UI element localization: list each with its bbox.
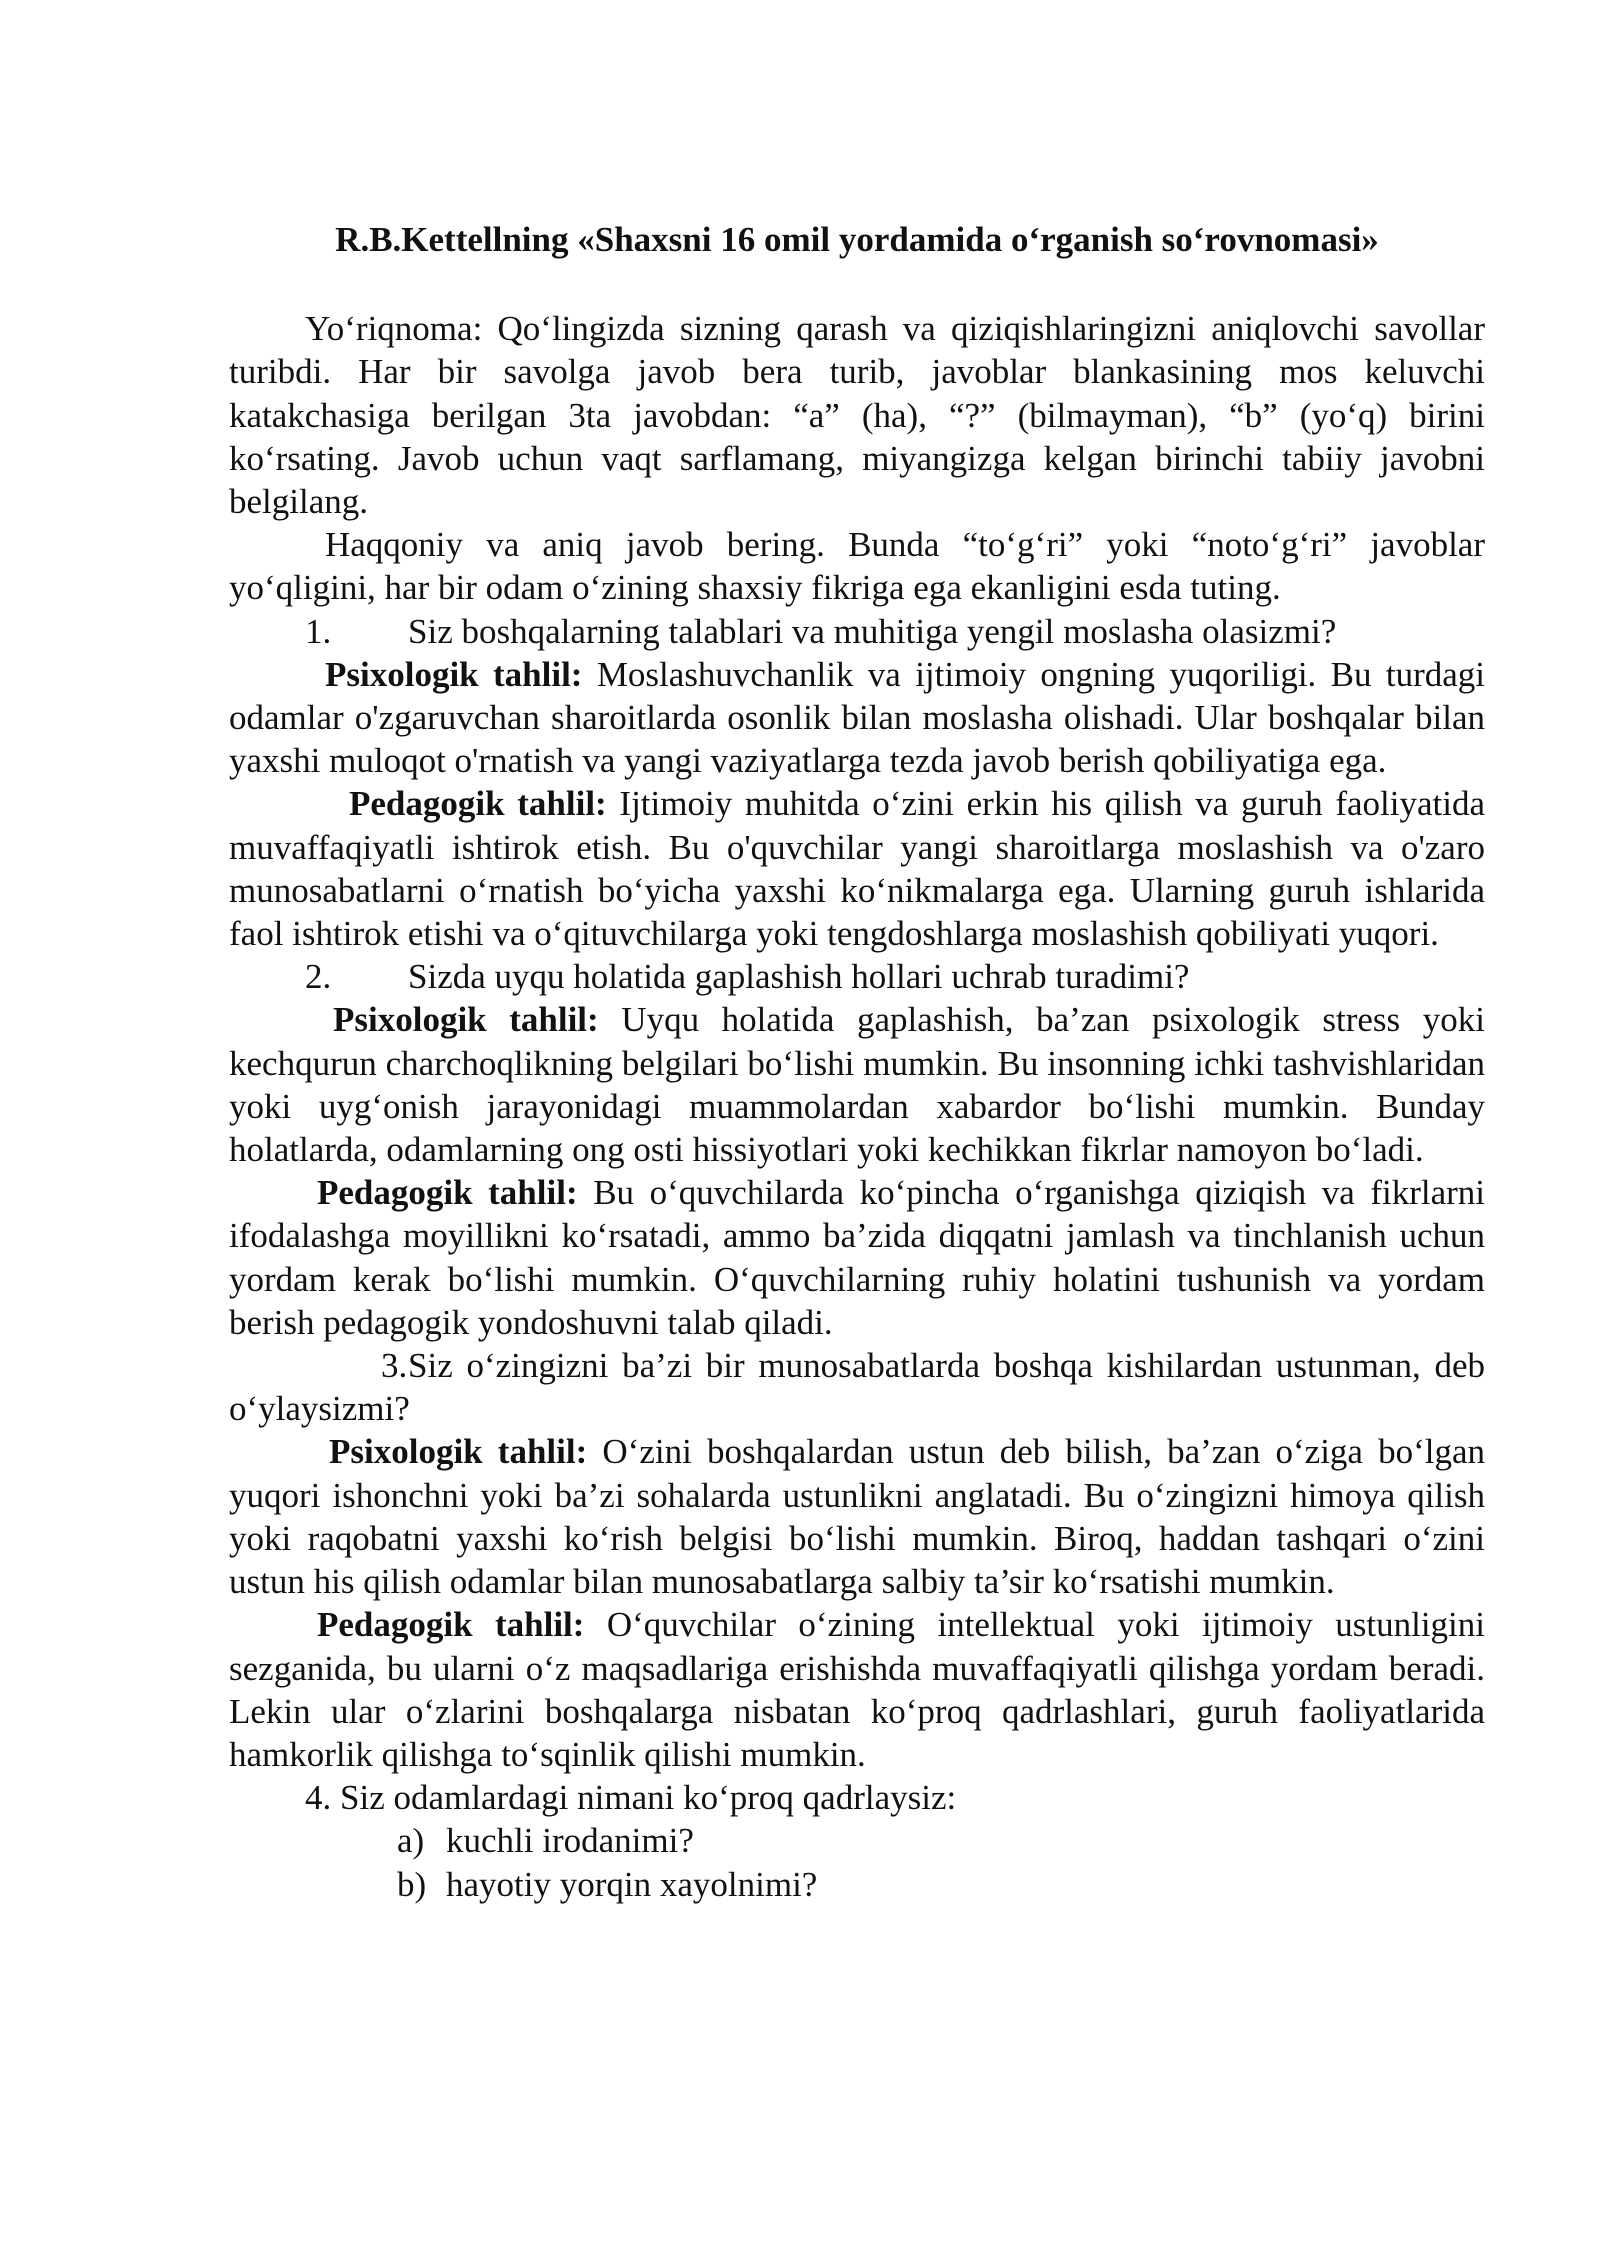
- question-text: Sizda uyqu holatida gaplashish hollari uchrab turadimi?: [408, 957, 1190, 997]
- question-number: 1.: [305, 611, 332, 651]
- psychological-label: Psixologik tahlil:: [325, 654, 583, 694]
- pedagogical-analysis: [229, 1603, 1485, 1776]
- psychological-label: Psixologik tahlil:: [329, 1432, 588, 1472]
- option-text: hayotiy yorqin xayolnimi?: [446, 1864, 818, 1904]
- psychological-text: Moslashuvchanlik va ijtimoiy ongning yuqoriligi. Bu turdagi odamlar o'zgaruvchan sharoitlarda osonlik bilan moslasha olishadi. Ular boshqalar bilan yaxshi muloqot o'rnatish va yangi vaziyatlarga tezda javob berish qobiliyatiga ega.: [229, 654, 1485, 781]
- document-body: [229, 218, 1485, 1906]
- option-letter: b): [397, 1864, 427, 1904]
- pedagogical-label: Pedagogik tahlil:: [317, 1173, 578, 1213]
- psychological-analysis: [229, 653, 1485, 783]
- pedagogical-label: Pedagogik tahlil:: [349, 784, 607, 824]
- question-3: [229, 1344, 1485, 1430]
- document-title: R.B.Kettellning «Shaxsni 16 omil yordamida o‘rganish so‘rovnomasi»: [335, 220, 1379, 259]
- answer-option-a: [229, 1819, 1485, 1862]
- psychological-text: O‘zini boshqalardan ustun deb bilish, ba’zan o‘ziga bo‘lgan yuqori ishonchni yoki ba’zi sohalarda ustunlikni anglatadi. Bu o‘zingizni himoya qilish yoki raqobatni yaxshi ko‘rish belgisi bo‘lishi mumkin. Biroq, haddan tashqari o‘zini ustun his qilish odamlar bilan munosabatlarga salbiy ta’sir ko‘rsatishi mumkin.: [229, 1432, 1486, 1602]
- question-4: 4. Siz odamlardagi nimani ko‘proq qadrlaysiz:: [305, 1778, 957, 1818]
- question-number: 3.: [381, 1346, 408, 1386]
- pedagogical-analysis: [229, 1171, 1485, 1344]
- pedagogical-text: Bu o‘quvchilarda ko‘pincha o‘rganishga qiziqish va fikrlarni ifodalashga moyillikni ko‘rsatadi, ammo ba’zida diqqatni jamlash va tinchlanish uchun yordam kerak bo‘lishi mumkin. O‘quvchilarning ruhiy holatini tushunish va yordam berish pedagogik yondoshuvni talab qiladi.: [229, 1173, 1485, 1342]
- pedagogical-text: O‘quvchilar o‘zining intellektual yoki ijtimoiy ustunligini sezganida, bu ularni o‘z maqsadlariga erishishda muvaffaqiyatli qilishga yordam beradi. Lekin ular o‘zlarini boshqalarga nisbatan ko‘proq qadrlashlari, guruh faoliyatlarida hamkorlik qilishga to‘sqinlik qilishi mumkin.: [229, 1605, 1485, 1774]
- pedagogical-text: Ijtimoiy muhitda o‘zini erkin his qilish va guruh faoliyatida muvaffaqiyatli ishtirok etish. Bu o'quvchilar yangi sharoitlarga moslashish va o'zaro munosabatlarni o‘rnatish bo‘yicha yaxshi ko‘nikmalarga ega. Ularning guruh ishlarida faol ishtirok etishi va o‘qituvchilarga yoki tengdoshlarga moslashish qobiliyati yuqori.: [229, 784, 1485, 954]
- psychological-analysis: [229, 1430, 1485, 1603]
- option-text: kuchli irodanimi?: [446, 1821, 694, 1861]
- question-number: 2.: [305, 957, 332, 997]
- psychological-analysis: [229, 998, 1485, 1171]
- question-2: [229, 955, 1485, 998]
- instruction-paragraph: Yo‘riqnoma: Qo‘lingizda sizning qarash va qiziqishlaringizni aniqlovchi savollar turibdi. Har bir savolga javob bera turib, javoblar blankasining mos keluvchi katakchasiga berilgan 3ta javobdan: “a” (ha), “?” (bilmayman), “b” (yo‘q) birini ko‘rsating. Javob uchun vaqt sarflamang, miyangizga kelgan birinchi tabiiy javobni belgilang.: [229, 309, 1485, 522]
- question-1: [229, 610, 1485, 653]
- psychological-text: Uyqu holatida gaplashish, ba’zan psixologik stress yoki kechqurun charchoqlikning belgilari bo‘lishi mumkin. Bu insonning ichki tashvishlaridan yoki uyg‘onish jarayonidagi muammolardan xabardor bo‘lishi mumkin. Bunday holatlarda, odamlarning ong osti hissiyotlari yoki kechikkan fikrlar namoyon bo‘ladi.: [229, 1000, 1485, 1170]
- psychological-label: Psixologik tahlil:: [333, 1000, 599, 1040]
- pedagogical-label: Pedagogik tahlil:: [317, 1605, 585, 1645]
- question-text: Siz boshqalarning talablari va muhitiga yengil moslasha olasizmi?: [408, 611, 1337, 651]
- answer-option-b: [229, 1863, 1485, 1906]
- option-letter: a): [397, 1821, 425, 1861]
- question-text: Siz o‘zingizni ba’zi bir munosabatlarda boshqa kishilardan ustunman, deb o‘ylaysizmi?: [229, 1346, 1485, 1429]
- pedagogical-analysis: [229, 782, 1485, 955]
- instruction-note: Haqqoniy va aniq javob bering. Bunda “to‘g‘ri” yoki “noto‘g‘ri” javoblar yo‘qligini, har bir odam o‘zining shaxsiy fikriga ega ekanligini esda tuting.: [229, 525, 1485, 608]
